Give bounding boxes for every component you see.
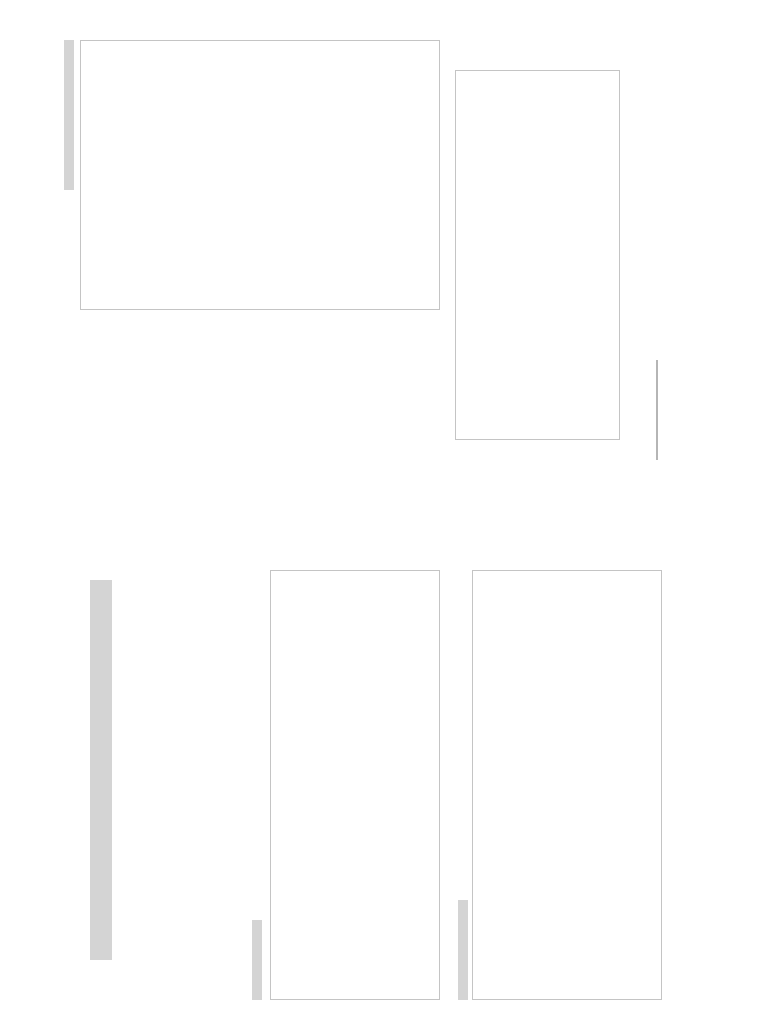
section-heading — [252, 920, 262, 1000]
figure-caption — [656, 360, 658, 460]
section-heading — [458, 900, 468, 1000]
chapter-heading — [90, 580, 112, 960]
text-column-left — [472, 570, 662, 1000]
text-column-right — [80, 40, 440, 310]
running-head — [64, 40, 74, 190]
text-column-left — [270, 570, 440, 1000]
figure-chart — [455, 70, 620, 440]
